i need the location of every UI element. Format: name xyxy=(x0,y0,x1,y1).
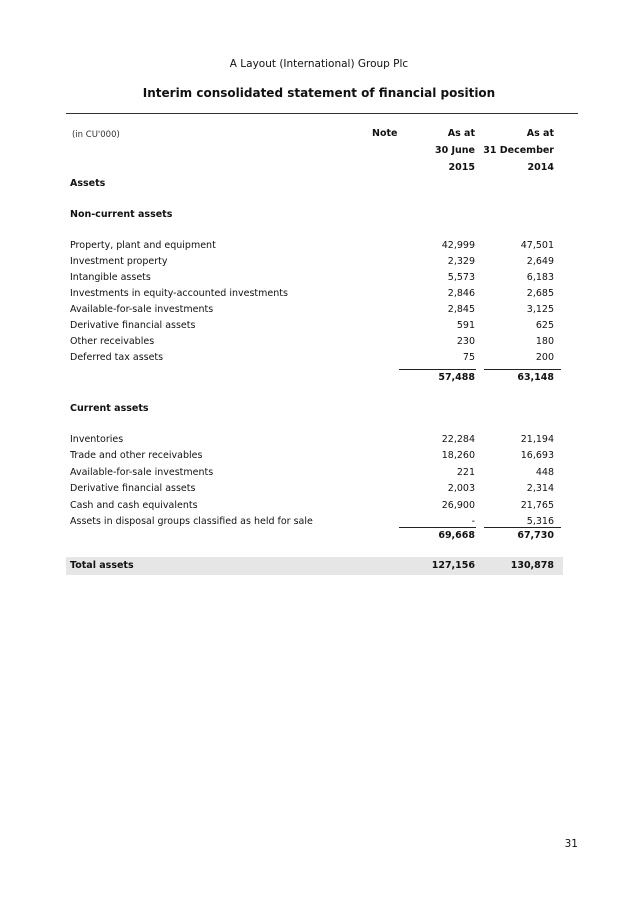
nc-subtotal-rule-1 xyxy=(399,369,476,370)
current-heading: Current assets xyxy=(70,403,149,414)
value-2015: 221 xyxy=(456,466,475,478)
value-2014: 5,316 xyxy=(526,516,554,527)
statement-title: Interim consolidated statement of financial position xyxy=(142,86,496,100)
value-2015: 5,573 xyxy=(447,272,475,283)
nc-subtotal-rule-2 xyxy=(484,369,561,370)
row-label: Inventories xyxy=(70,434,124,445)
value-2014: 47,501 xyxy=(520,240,554,251)
row-label: Cash and cash equivalents xyxy=(70,499,198,511)
col-2015-line1: As at xyxy=(447,128,475,139)
page-number: 31 xyxy=(564,838,578,850)
table-row xyxy=(0,352,638,366)
cur-subtotal-row xyxy=(0,530,638,544)
row-label: Other receivables xyxy=(70,336,155,347)
value-2014: 3,125 xyxy=(526,304,554,315)
units-label: (in CU'000) xyxy=(72,130,120,140)
row-label: Intangible assets xyxy=(70,272,151,283)
table-row xyxy=(0,320,638,334)
row-label: Investments in equity-accounted investments xyxy=(70,288,288,299)
value-2014: 448 xyxy=(535,466,554,478)
value-2015: 42,999 xyxy=(441,240,475,251)
value-2015: 591 xyxy=(456,320,475,331)
row-label: Available-for-sale investments xyxy=(70,304,214,315)
company-name: A Layout (International) Group Plc xyxy=(229,58,409,70)
row-label: Derivative financial assets xyxy=(70,320,196,331)
total-assets-label: Total assets xyxy=(70,560,134,571)
value-2015: 75 xyxy=(462,352,475,363)
value-2015: 2,003 xyxy=(447,483,475,495)
row-label: Trade and other receivables xyxy=(70,450,203,462)
value-2014: 21,194 xyxy=(520,434,554,445)
table-row xyxy=(0,304,638,318)
col-2014-line2: 31 December xyxy=(483,145,554,156)
col-2014-year: 2014 xyxy=(527,162,554,173)
table-row xyxy=(0,336,638,350)
title-rule xyxy=(66,113,578,114)
col-2015-line2: 30 June xyxy=(434,145,475,156)
value-2014: 16,693 xyxy=(520,450,554,462)
table-row xyxy=(0,500,638,514)
value-2014: 625 xyxy=(535,320,554,331)
value-2014: 21,765 xyxy=(520,499,554,511)
value-2014: 180 xyxy=(535,336,554,347)
cur-subtotal-2015: 69,668 xyxy=(438,530,475,541)
value-2014: 200 xyxy=(535,352,554,363)
value-2015: 2,846 xyxy=(447,288,475,299)
value-2014: 6,183 xyxy=(526,272,554,283)
col-2014-line1: As at xyxy=(526,128,554,139)
table-row xyxy=(0,467,638,481)
row-label: Property, plant and equipment xyxy=(70,240,216,251)
row-label: Derivative financial assets xyxy=(70,483,196,495)
table-row xyxy=(0,450,638,464)
cur-subtotal-2014: 67,730 xyxy=(517,530,554,541)
table-row xyxy=(0,240,638,254)
row-label: Deferred tax assets xyxy=(70,352,164,363)
table-row xyxy=(0,288,638,302)
value-2015: 230 xyxy=(456,336,475,347)
total-assets-row xyxy=(0,560,638,574)
table-row xyxy=(0,483,638,497)
value-2015: 26,900 xyxy=(441,499,475,511)
non-current-heading: Non-current assets xyxy=(70,209,173,220)
row-label: Investment property xyxy=(70,256,168,267)
value-2015: 2,329 xyxy=(447,256,475,267)
total-assets-2015: 127,156 xyxy=(431,560,475,571)
nc-subtotal-2014: 63,148 xyxy=(517,372,554,383)
value-2014: 2,649 xyxy=(526,256,554,267)
nc-subtotal-2015: 57,488 xyxy=(438,372,475,383)
col-2015-year: 2015 xyxy=(448,162,475,173)
cur-subtotal-rule-1 xyxy=(399,527,476,528)
value-2014: 2,685 xyxy=(526,288,554,299)
value-2015: 18,260 xyxy=(441,450,475,462)
table-row xyxy=(0,256,638,270)
cur-subtotal-rule-2 xyxy=(484,527,561,528)
assets-heading: Assets xyxy=(70,178,106,189)
value-2015: - xyxy=(471,516,475,527)
total-assets-2014: 130,878 xyxy=(510,560,554,571)
nc-subtotal-row xyxy=(0,372,638,386)
note-column-header: Note xyxy=(372,128,398,139)
table-row xyxy=(0,272,638,286)
row-label: Available-for-sale investments xyxy=(70,466,214,478)
value-2015: 22,284 xyxy=(441,434,475,445)
value-2015: 2,845 xyxy=(447,304,475,315)
row-label: Assets in disposal groups classified as held for sale xyxy=(70,516,313,527)
value-2014: 2,314 xyxy=(526,483,554,495)
table-row xyxy=(0,434,638,448)
